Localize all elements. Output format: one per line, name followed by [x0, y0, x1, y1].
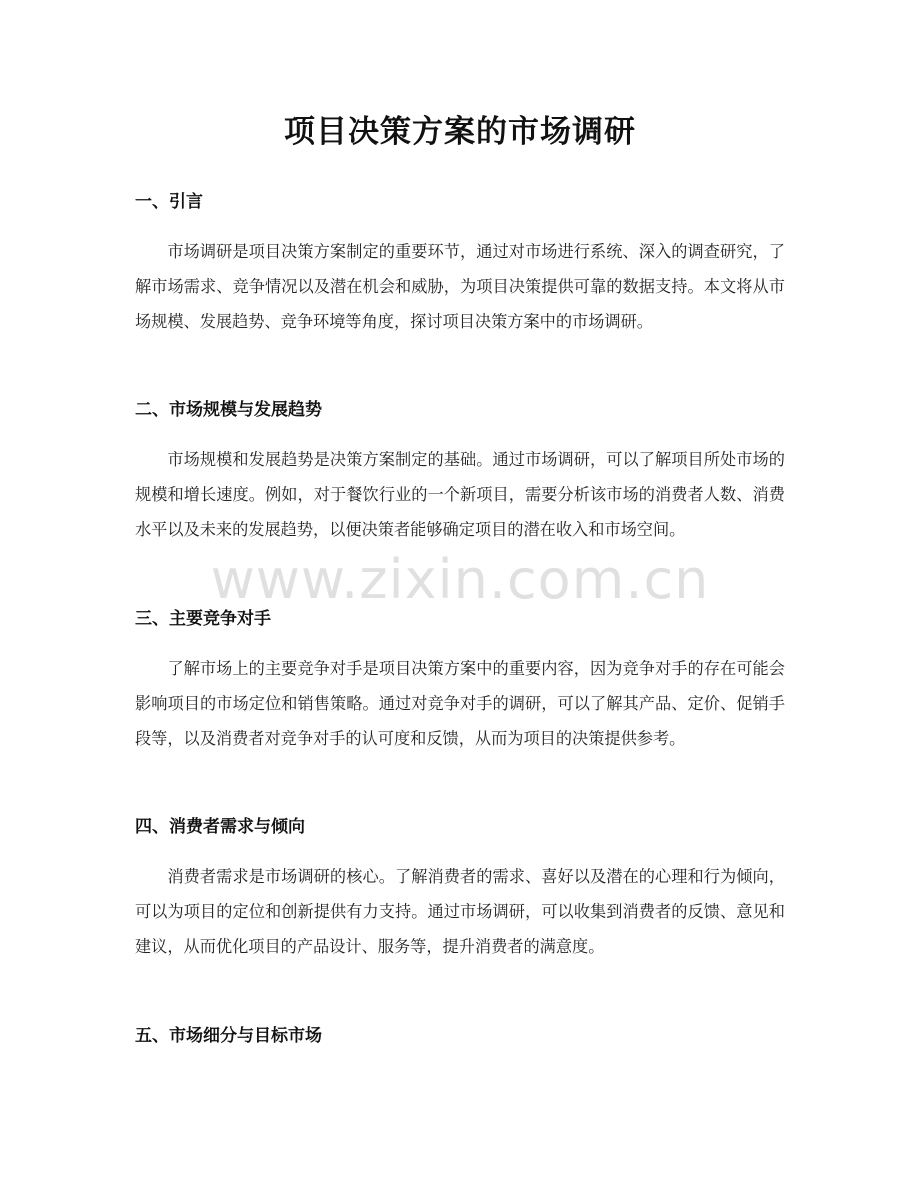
section-paragraph-competitors: 了解市场上的主要竞争对手是项目决策方案中的重要内容，因为竞争对手的存在可能会影响项目的市场定位和销售策略。通过对竞争对手的调研，可以了解其产品、定价、促销手段等，以及消费者对竞争对手的认可度和反馈，从而为项目的决策提供参考。 [135, 659, 785, 748]
section-heading-consumer-needs: 四、消费者需求与倾向 [135, 817, 305, 837]
section-paragraph-consumer-needs: 消费者需求是市场调研的核心。了解消费者的需求、喜好以及潜在的心理和行为倾向，可以为项目的定位和创新提供有力支持。通过市场调研，可以收集到消费者的反馈、意见和建议，从而优化项目的产品设计、服务等，提升消费者的满意度。 [135, 867, 785, 956]
section-paragraph-market-size: 市场规模和发展趋势是决策方案制定的基础。通过市场调研，可以了解项目所处市场的规模和增长速度。例如，对于餐饮行业的一个新项目，需要分析该市场的消费者人数、消费水平以及未来的发展趋势，以便决策者能够确定项目的潜在收入和市场空间。 [135, 450, 785, 539]
document-title: 项目决策方案的市场调研 [284, 114, 636, 150]
section-paragraph-introduction: 市场调研是项目决策方案制定的重要环节，通过对市场进行系统、深入的调查研究，了解市场需求、竞争情况以及潜在机会和威胁，为项目决策提供可靠的数据支持。本文将从市场规模、发展趋势、竞争环境等角度，探讨项目决策方案中的市场调研。 [135, 242, 785, 331]
section-heading-introduction: 一、引言 [135, 192, 203, 212]
section-heading-competitors: 三、主要竞争对手 [135, 609, 271, 629]
section-heading-market-size: 二、市场规模与发展趋势 [135, 400, 322, 420]
section-heading-segmentation: 五、市场细分与目标市场 [135, 1026, 322, 1046]
watermark: www.zixin.com.cn [210, 548, 710, 611]
